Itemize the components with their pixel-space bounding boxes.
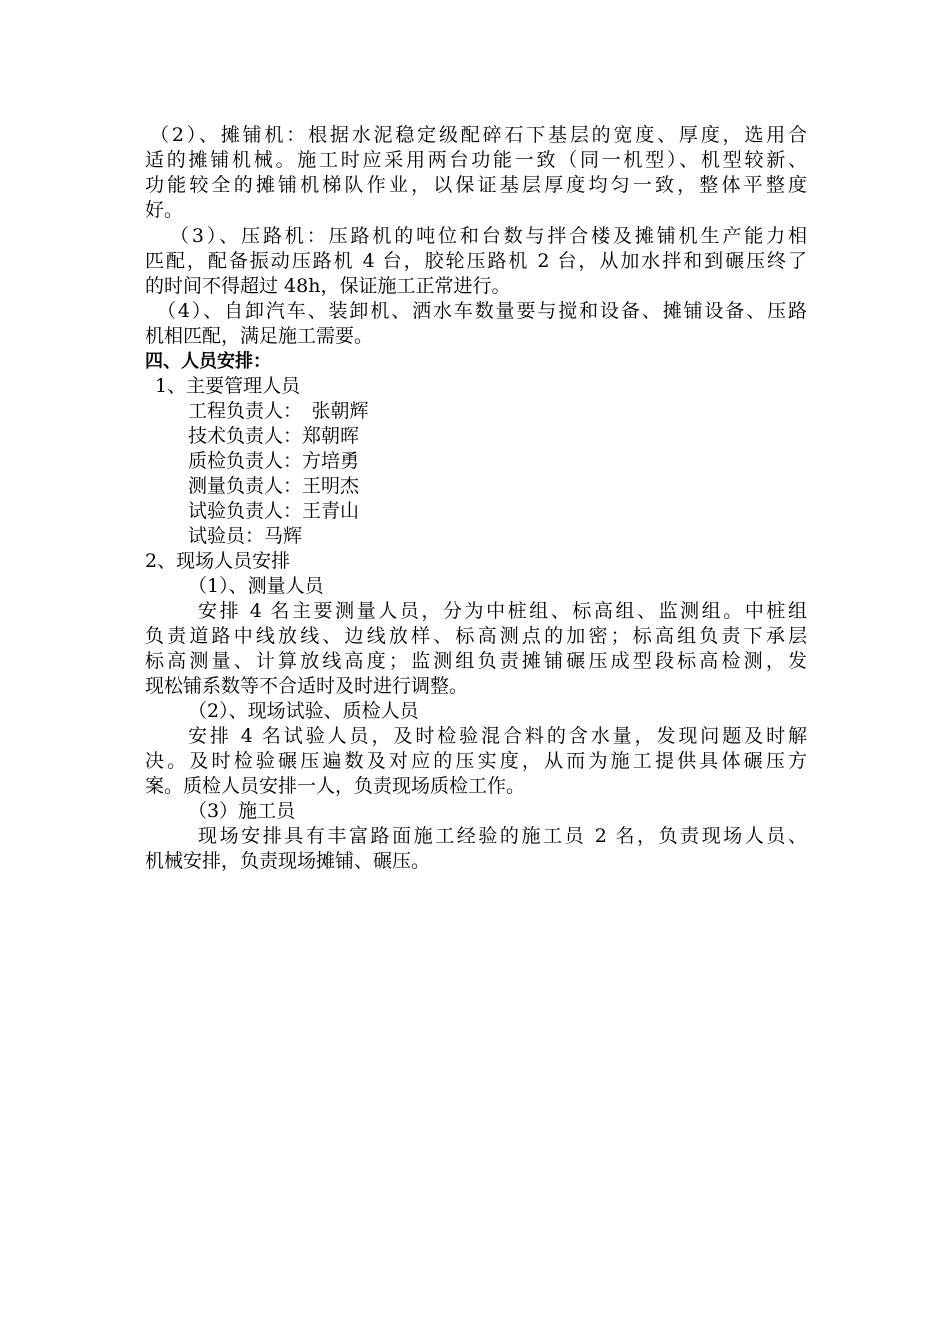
staff-item: 工程负责人： 张朝辉 [188,400,369,422]
staff-item: 技术负责人：郑朝晖 [188,425,360,447]
staff-item: 试验负责人：王青山 [188,500,360,522]
text-line: 安排 4 名主要测量人员，分为中桩组、标高组、监测组。中桩组 [198,600,807,622]
text-line: 案。质检人员安排一人，负责现场质检工作。 [145,775,526,797]
text-line: 负责道路中线放线、边线放样、标高测点的加密；标高组负责下承层 [145,625,807,647]
text-line: 适的摊铺机械。施工时应采用两台功能一致（同一机型）、机型较新、 [145,149,807,171]
text-line: 现松铺系数等不合适时及时进行调整。 [145,675,469,697]
staff-item: 测量负责人：王明杰 [188,475,360,497]
text-line: 机械安排，负责现场摊铺、碾压。 [145,850,431,872]
text-line: 的时间不得超过 48h，保证施工正常进行。 [145,275,511,297]
text-line: （4）、自卸汽车、装卸机、洒水车数量要与搅和设备、摊铺设备、压路 [157,300,807,322]
text-line: （3）、压路机：压路机的吨位和台数与拌合楼及摊铺机生产能力相 [170,225,807,247]
staff-item: 试验员：马辉 [188,525,303,547]
text-line: 好。 [145,199,184,221]
item-heading: （1）、测量人员 [188,575,324,597]
text-line: 安排 4 名试验人员，及时检验混合料的含水量，发现问题及时解 [188,725,807,747]
text-line: 标高测量、计算放线高度；监测组负责摊铺碾压成型段标高检测，发 [145,650,807,672]
text-line: （2）、摊铺机：根据水泥稳定级配碎石下基层的宽度、厚度，选用合 [150,124,807,146]
text-line: 功能较全的摊铺机梯队作业，以保证基层厚度均匀一致，整体平整度 [145,174,807,196]
text-line: 决。及时检验碾压遍数及对应的压实度，从而为施工提供具体碾压方 [145,750,807,772]
staff-item: 质检负责人：方培勇 [188,450,360,472]
subsection-heading: 2、现场人员安排 [145,550,291,572]
subsection-heading: 1、主要管理人员 [155,375,301,397]
section-heading: 四、人员安排： [145,351,271,372]
item-heading: （3）施工员 [188,800,296,822]
text-line: 现场安排具有丰富路面施工经验的施工员 2 名，负责现场人员、 [198,825,807,847]
text-line: 匹配，配备振动压路机 4 台，胶轮压路机 2 台，从加水拌和到碾压终了 [145,250,807,272]
item-heading: （2）、现场试验、质检人员 [188,700,419,722]
text-line: 机相匹配，满足施工需要。 [145,325,374,347]
